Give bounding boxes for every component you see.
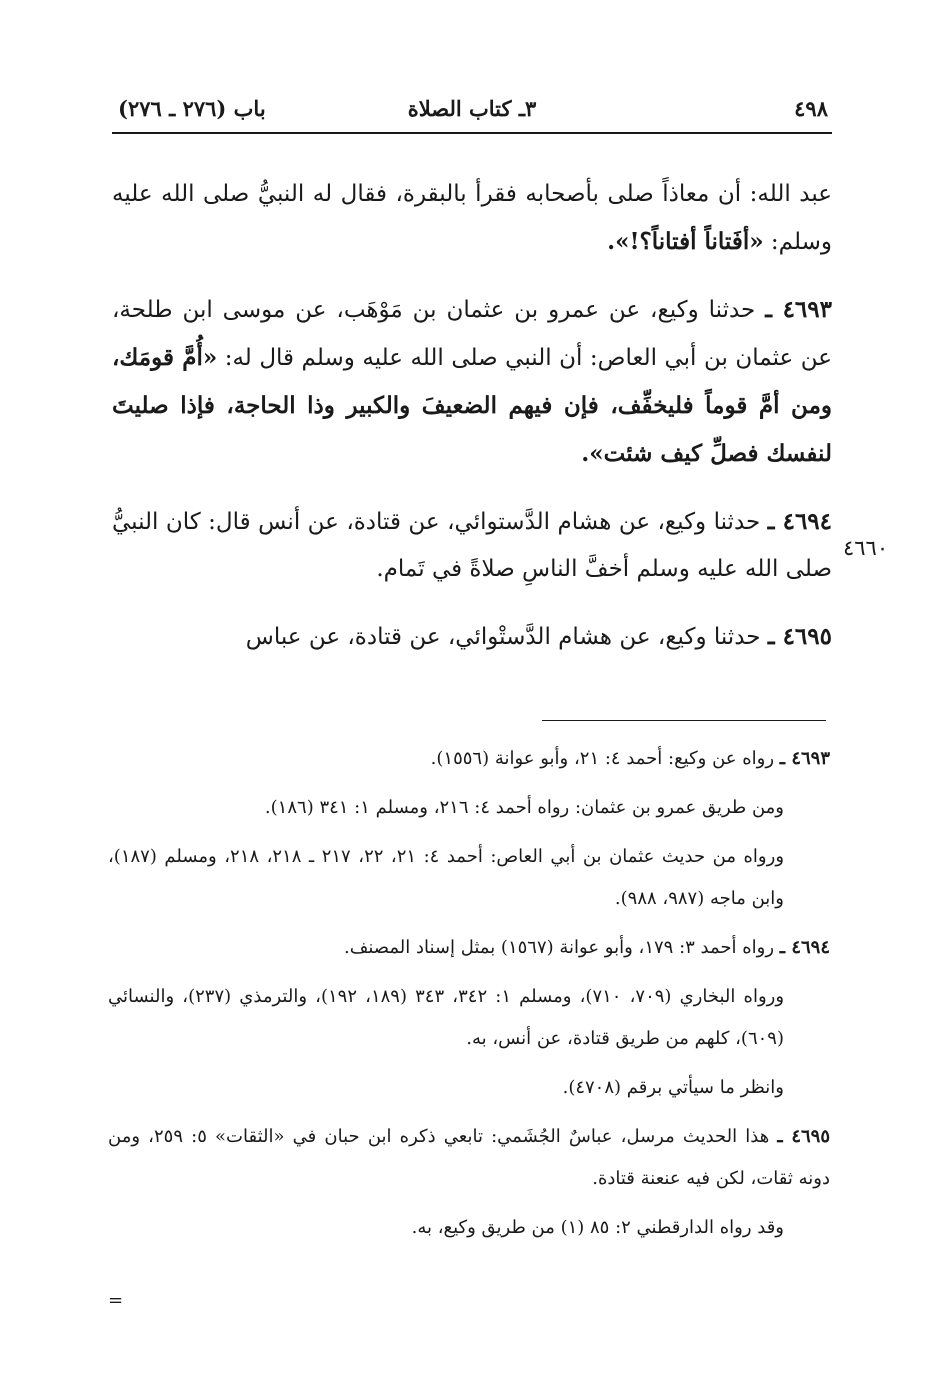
hadith-paragraph bbox=[112, 613, 832, 661]
continuation-mark: = bbox=[108, 1290, 124, 1311]
footnote-text: وانظر ما سيأتي برقم (٤٧٠٨). bbox=[562, 1077, 784, 1098]
footnote-text: ورواه من حديث عثمان بن أبي العاص: أحمد ٤: ٢١، ٢٢، ٢١٧ ـ ٢١٨، ٢١٨، ومسلم (١٨٧)، وابن ماجه (٩٨٧، ٩٨٨). bbox=[108, 846, 785, 909]
margin-hadith-number: ٤٦٦٠ bbox=[843, 536, 889, 560]
footnote-text: وقد رواه الدارقطني ٢: ٨٥ (١) من طريق وكيع، به. bbox=[411, 1217, 784, 1238]
footnote-number: ٤٦٩٤ ـ bbox=[779, 937, 830, 958]
footnote bbox=[108, 927, 830, 969]
footnotes bbox=[108, 738, 830, 1256]
hadith-number: ٤٦٩٥ ـ bbox=[767, 623, 832, 650]
hadith-paragraph bbox=[112, 170, 832, 266]
book-title: ٣ـ كتاب الصلاة bbox=[407, 96, 537, 121]
page-number: ٤٩٨ bbox=[794, 96, 828, 121]
hadith-paragraph bbox=[112, 286, 832, 478]
hadith-text: حدثنا وكيع، عن هشام الدَّستْوائي، عن قتادة، عن عباس bbox=[245, 624, 768, 650]
footnote-number: ٤٦٩٥ ـ bbox=[777, 1126, 830, 1147]
hadith-text: حدثنا وكيع، عن هشام الدَّستوائي، عن قتادة، عن أنس قال: كان النبيُّ صلى الله عليه وسلم أخفَّ الناسِ صلاةً في تَمام. bbox=[112, 509, 832, 582]
footnote bbox=[108, 976, 830, 1060]
footnote bbox=[108, 1067, 830, 1109]
footnote-number: ٤٦٩٣ ـ bbox=[779, 748, 830, 769]
footnote-text: هذا الحديث مرسل، عباسٌ الجُشَمي: تابعي ذكره ابن حبان في «الثقات» ٥: ٢٥٩، ومن دونه ثقات، لكن فيه عنعنة قتادة. bbox=[108, 1126, 830, 1189]
footnote bbox=[108, 738, 830, 780]
footnote bbox=[108, 787, 830, 829]
main-text bbox=[112, 170, 832, 681]
footnote-text: رواه أحمد ٣: ١٧٩، وأبو عوانة (١٥٦٧) بمثل إسناد المصنف. bbox=[343, 937, 780, 958]
page-header bbox=[112, 92, 832, 134]
footnote-text: ومن طريق عمرو بن عثمان: رواه أحمد ٤: ٢١٦، ومسلم ١: ٣٤١ (١٨٦). bbox=[264, 797, 784, 818]
footnote bbox=[108, 836, 830, 920]
footnote-divider bbox=[542, 720, 826, 721]
hadith-quote: «أُمَّ قومَك، ومن أمَّ قوماً فليخفِّف، فإن فيهم الضعيفَ والكبير وذا الحاجة، فإذا صليتَ لنفسك فصلِّ كيف شئت». bbox=[112, 344, 832, 467]
hadith-number: ٤٦٩٣ ـ bbox=[765, 296, 832, 323]
footnote-text: رواه عن وكيع: أحمد ٤: ٢١، وأبو عوانة (١٥٥٦). bbox=[430, 748, 780, 769]
footnote bbox=[108, 1207, 830, 1249]
footnote bbox=[108, 1116, 830, 1200]
hadith-text: عبد الله: أن معاذاً صلى بأصحابه فقرأ بالبقرة، فقال له النبيُّ صلى الله عليه وسلم: bbox=[112, 181, 832, 255]
chapter-label: باب (٢٧٦ ـ ٢٧٦) bbox=[118, 96, 266, 121]
hadith-paragraph bbox=[112, 498, 832, 593]
hadith-number: ٤٦٩٤ ـ bbox=[767, 508, 833, 535]
hadith-quote: «أفَتاناً أفتاناً؟!». bbox=[607, 228, 764, 255]
footnote-text: ورواه البخاري (٧٠٩، ٧١٠)، ومسلم ١: ٣٤٢، ٣٤٣ (١٨٩، ١٩٢)، والترمذي (٢٣٧)، والنسائي (٦٠٩)، كلهم من طريق قتادة، عن أنس، به. bbox=[108, 986, 785, 1049]
hadith-text: حدثنا وكيع، عن عمرو بن عثمان بن مَوْهَب، عن موسى ابن طلحة، عن عثمان بن أبي العاص: أن النبي صلى الله عليه وسلم قال له: bbox=[112, 297, 832, 371]
